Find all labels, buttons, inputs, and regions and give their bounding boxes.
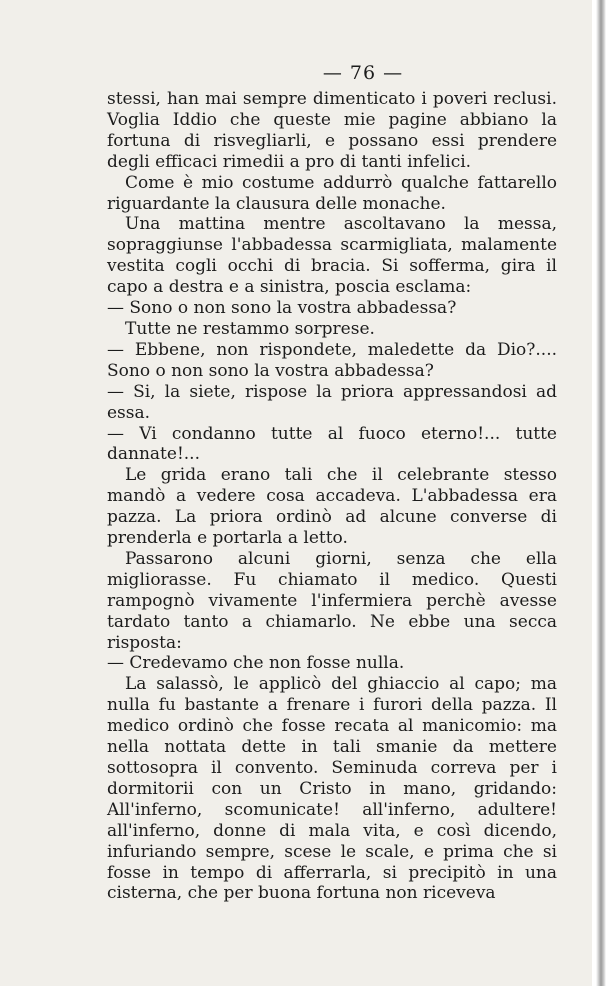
dialog-line: — Ebbene, non rispondete, maledette da Dio?.... Sono o non sono la vostra abbadessa? — [107, 339, 557, 381]
page-number: — 76 — — [322, 62, 404, 84]
dialog-line: — Si, la siete, rispose la priora appressandosi ad essa. — [107, 381, 557, 423]
paragraph: stessi, han mai sempre dimenticato i poveri reclusi. Voglia Iddio che queste mie pagine abbiano la fortuna di risvegliarli, e possano essi prendere degli efficaci rimedii a pro di tanti infelici. — [107, 89, 557, 172]
page-edge — [592, 0, 612, 986]
paragraph: Una mattina mentre ascoltavano la messa, sopraggiunse l'abbadessa scarmigliata, malamente vestita cogli occhi di bracia. Si sofferma, gira il capo a destra e a sinistra, poscia esclama: — [107, 214, 557, 298]
page-text — [107, 89, 557, 904]
paragraph: La salassò, le applicò del ghiaccio al capo; ma nulla fu bastante a frenare i furori della pazza. Il medico ordinò che fosse recata al manicomio: ma nella nottata dette in tali smanie da mettere sottosopra il convento. Seminuda correva per i dormitorii con un Cristo in mano, gridando: All'inferno, scomunicate! all'inferno, adultere! all'inferno, donne di mala vita, e così dicendo, infuriando sempre, scese le scale, e prima che si fosse in tempo di afferrarla, si precipitò in una cisterna, che per buona fortuna non riceveva — [107, 674, 557, 904]
paragraph: Come è mio costume addurrò qualche fattarello riguardante la clausura delle monache. — [107, 172, 557, 214]
paragraph: Tutte ne restammo sorprese. — [125, 318, 375, 339]
dialog-line: — Credevamo che non fosse nulla. — [107, 653, 405, 674]
paragraph: Le grida erano tali che il celebrante stesso mandò a vedere cosa accadeva. L'abbadessa era pazza. La priora ordinò ad alcune converse di prenderla e portarla a letto. — [107, 465, 557, 549]
paragraph: Passarono alcuni giorni, senza che ella migliorasse. Fu chiamato il medico. Questi rampognò vivamente l'infermiera perchè avesse tardato tanto a chiamarlo. Ne ebbe una secca risposta: — [107, 548, 557, 653]
dialog-line: — Sono o non sono la vostra abbadessa? — [107, 298, 457, 319]
page-content — [107, 58, 557, 904]
dialog-line: — Vi condanno tutte al fuoco eterno!... tutte dannate!... — [107, 423, 557, 465]
